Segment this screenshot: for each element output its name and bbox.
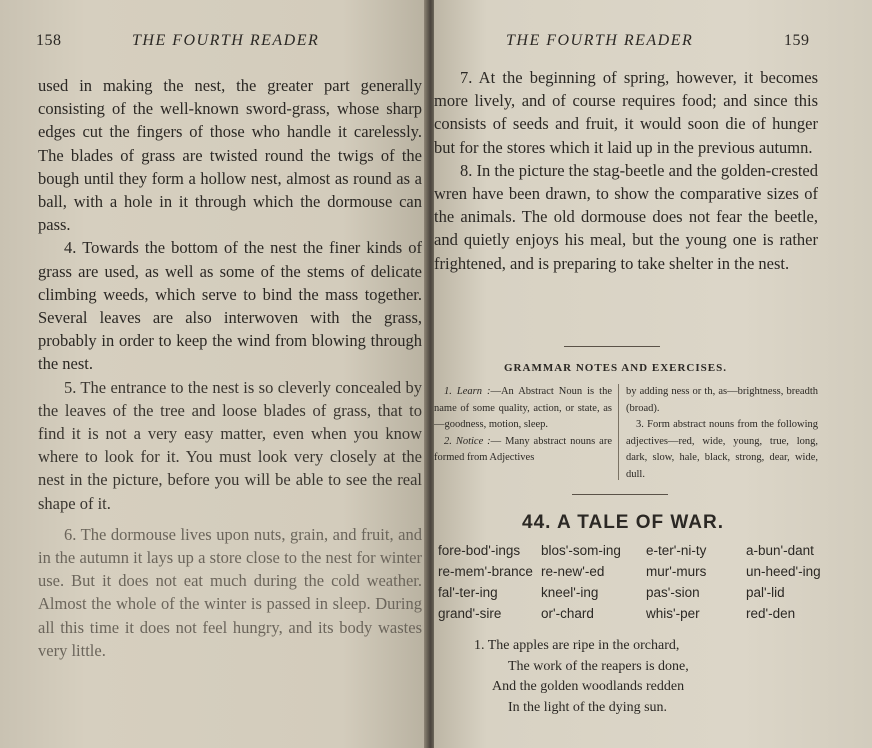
right-running-title: THE FOURTH READER — [506, 32, 694, 49]
poem-line: In the light of the dying sun. — [508, 699, 668, 715]
word-list — [438, 541, 836, 623]
divider-rule — [564, 346, 660, 347]
poem-line: The work of the reapers is done, — [508, 658, 689, 674]
right-body-text — [434, 66, 818, 275]
grammar-notes-title: GRAMMAR NOTES AND EXERCISES. — [504, 362, 727, 374]
word: pal'-lid — [746, 585, 785, 600]
note2-continued: by adding ness or th, as—brightness, breadth (broad). — [626, 386, 818, 414]
word: un-heed'-ing — [746, 564, 821, 579]
poem-stanza — [474, 636, 689, 718]
left-page — [0, 0, 428, 748]
paragraph-8: 8. In the picture the stag-beetle and the golden-crested wren have been drawn, to show the comparative sizes of the animals. The old dormouse does not fear the beetle, and quietly enjoys his meal, but the young one is rather frightened, and is preparing to take shelter in the nest. — [434, 160, 818, 273]
word: grand'-sire — [438, 606, 502, 621]
word: e-ter'-ni-ty — [646, 543, 707, 558]
left-body-text — [38, 74, 422, 662]
word: fore-bod'-ings — [438, 543, 521, 558]
column-divider — [618, 384, 619, 480]
word: pas'-sion — [646, 585, 700, 600]
word: re-mem'-brance — [438, 564, 533, 579]
poem-line: 1. The apples are ripe in the orchard, — [474, 638, 680, 653]
paragraph-4: 4. Towards the bottom of the nest the finer kinds of grass are used, as well as some of the stems of delicate climbing weeds, which serve to bind the mass together. Several leaves are also interwoven with the grass, probably in order to keep the wind from blowing through the nest. — [38, 238, 422, 374]
right-page-number: 159 — [784, 32, 810, 49]
paragraph-3-continued: used in making the nest, the greater part generally consisting of the well-known sword-grass, whose sharp edges cut the fingers of those who handle it carelessly. The blades of grass are twisted round the twigs of the bough until they form a hollow nest, almost as round as a ball, with a hole in it through which the dormouse can pass. — [38, 76, 422, 235]
left-running-title: THE FOURTH READER — [132, 32, 320, 49]
left-page-number: 158 — [36, 32, 62, 49]
word: or'-chard — [541, 606, 594, 621]
grammar-notes-right-column — [626, 384, 818, 483]
right-running-head — [506, 32, 852, 50]
word: whis'-per — [646, 606, 700, 621]
word: mur'-murs — [646, 564, 707, 579]
word: kneel'-ing — [541, 585, 599, 600]
paragraph-7: 7. At the beginning of spring, however, it becomes more lively, and of course requires food; and since this consists of seeds and fruit, it would soon die of hunger but for the stores which it laid up in the previous autumn. — [434, 68, 818, 157]
note2-text: — Many abstract nouns are formed from Adjectives — [434, 435, 612, 463]
word: red'-den — [746, 606, 796, 621]
note1-label: 1. Learn : — [444, 386, 491, 397]
poem-line: And the golden woodlands redden — [492, 679, 685, 694]
note2-label: 2. Notice : — [444, 435, 491, 447]
paragraph-5: 5. The entrance to the nest is so cleverly concealed by the leaves of the tree and loose blades of grass, that to find it is not a very easy matter, even when you know where to look for it. You must look very closely at the nest in the picture, before you will be able to see the real shape of it. — [38, 377, 422, 513]
note1-text: —An Abstract Noun is the name of some quality, action, or state, as—goodness, motion, sleep. — [434, 386, 612, 430]
lesson-title: 44. A TALE OF WAR. — [522, 512, 725, 533]
word: blos'-som-ing — [541, 543, 621, 558]
left-running-head — [36, 32, 416, 50]
grammar-notes-left-column — [434, 384, 612, 467]
paragraph-6: 6. The dormouse lives upon nuts, grain, and fruit, and in the autumn it lays up a store close to the nest for winter use. But it does not eat much during the cold weather. Almost the whole of the winter is passed in sleep. During all this time it does not feel hungry, and its body wastes very little. — [38, 524, 422, 660]
word: re-new'-ed — [541, 564, 605, 579]
right-page — [434, 0, 872, 748]
divider-rule-2 — [572, 494, 668, 495]
word: fal'-ter-ing — [438, 585, 498, 600]
note3-text: 3. Form abstract nouns from the following adjectives—red, wide, young, true, long, dark, slow, hale, black, strong, dear, wide, dull. — [626, 419, 818, 480]
word: a-bun'-dant — [746, 543, 814, 558]
